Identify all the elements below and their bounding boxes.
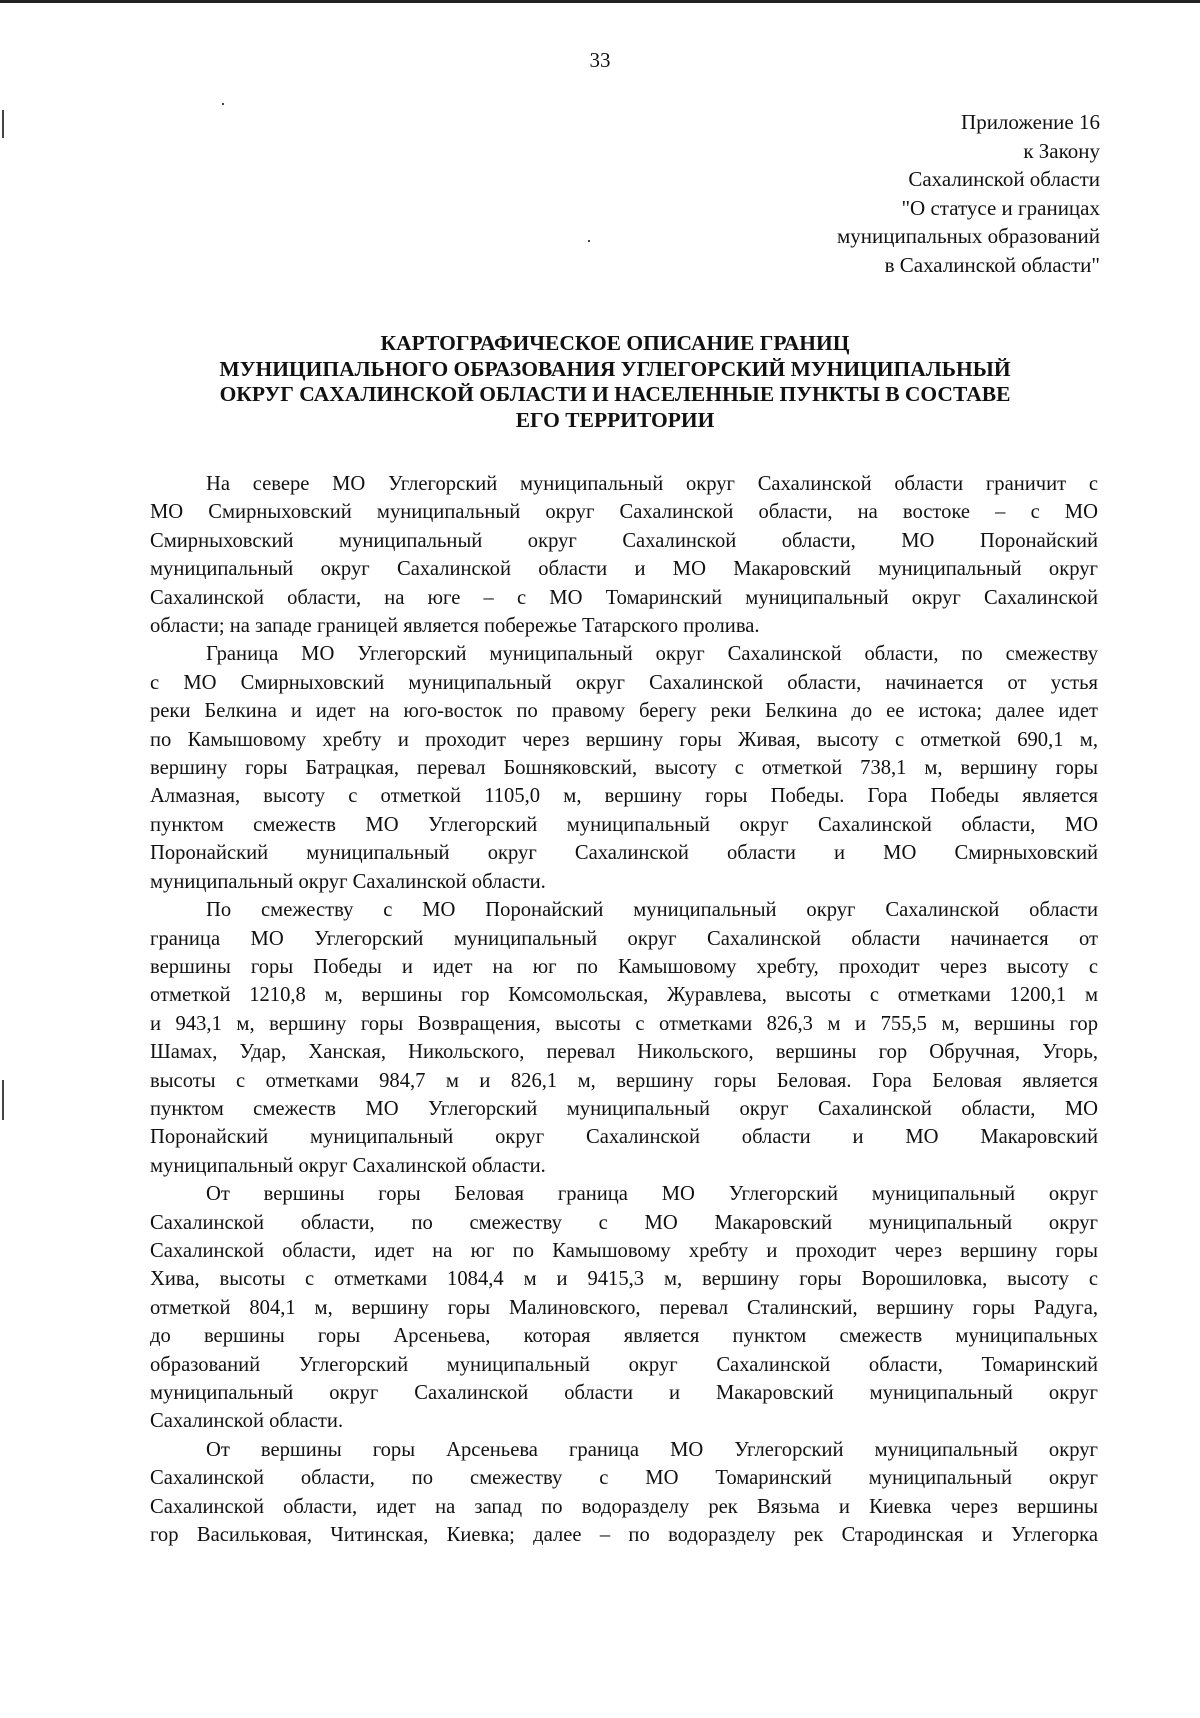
paragraph-line: Граница МО Углегорский муниципальный округ Сахалинской области, по смежеству (206, 643, 1098, 666)
paragraph-line: Сахалинской области, идет на запад по водоразделу рек Вязьма и Киевка через вершины (150, 1495, 1098, 1518)
paragraph-line: МО Смирныховский муниципальный округ Сахалинской области, на востоке – с МО (150, 501, 1098, 524)
paragraph-line: По смежеству с МО Поронайский муниципальный округ Сахалинской области (206, 899, 1098, 922)
appendix-line: Сахалинской области (908, 167, 1100, 192)
paragraph-line: пунктом смежеств МО Углегорский муниципальный округ Сахалинской области, МО (150, 813, 1098, 836)
paragraph-line: Алмазная, высоту с отметкой 1105,0 м, вершину горы Победы. Гора Победы является (150, 785, 1098, 808)
appendix-line: к Закону (1023, 138, 1100, 163)
scan-artifact-left (2, 1080, 4, 1120)
page-number: 33 (589, 48, 611, 72)
paragraph-line: гор Васильковая, Читинская, Киевка; далее – по водоразделу рек Стародинская и Углегорка (150, 1524, 1098, 1547)
paragraph-line: Хива, высоты с отметками 1084,4 м и 9415,3 м, вершину горы Ворошиловка, высоту с (150, 1268, 1098, 1291)
paragraph-line: От вершины горы Беловая граница МО Углегорский муниципальный округ (206, 1183, 1098, 1206)
appendix-reference (837, 108, 1100, 280)
scan-artifact-dot (222, 103, 224, 105)
paragraph-line: От вершины горы Арсеньева граница МО Углегорский муниципальный округ (206, 1438, 1098, 1461)
page-top-border (0, 0, 1200, 3)
paragraph-line: по Камышовому хребту и проходит через вершину горы Живая, высоту с отметкой 690,1 м, (150, 728, 1098, 751)
title-line: МУНИЦИПАЛЬНОГО ОБРАЗОВАНИЯ УГЛЕГОРСКИЙ МУНИЦИПАЛЬНЫЙ (219, 356, 1011, 381)
document-title (150, 331, 1080, 433)
scan-artifact-dot (588, 240, 590, 242)
title-line: ЕГО ТЕРРИТОРИИ (515, 407, 715, 432)
body-paragraph (150, 1436, 1098, 1550)
paragraph-line: высоты с отметками 984,7 м и 826,1 м, вершину горы Беловая. Гора Беловая является (150, 1069, 1098, 1092)
paragraph-line: образований Углегорский муниципальный округ Сахалинской области, Томаринский (150, 1353, 1098, 1376)
body-paragraph (150, 1180, 1098, 1436)
paragraph-line: муниципальный округ Сахалинской области. (150, 870, 546, 893)
title-line: ОКРУГ САХАЛИНСКОЙ ОБЛАСТИ И НАСЕЛЕННЫЕ ПУНКТЫ В СОСТАВЕ (219, 382, 1011, 406)
paragraph-line: и 943,1 м, вершину горы Возвращения, высоты с отметками 826,3 м и 755,5 м, вершины гор (150, 1012, 1098, 1035)
paragraph-line: реки Белкина и идет на юго-восток по правому берегу реки Белкина до ее истока; далее идет (150, 700, 1098, 723)
appendix-line: муниципальных образований (837, 224, 1100, 249)
scan-artifact-left (2, 110, 4, 138)
paragraph-line: вершины горы Победы и идет на юг по Камышовому хребту, проходит через высоту с (150, 955, 1098, 978)
paragraph-line: с МО Смирныховский муниципальный округ Сахалинской области, начинается от устья (150, 671, 1098, 694)
document-body (150, 470, 1098, 1549)
paragraph-line: Поронайский муниципальный округ Сахалинской области и МО Макаровский (150, 1126, 1098, 1149)
paragraph-line: Смирныховский муниципальный округ Сахалинской области, МО Поронайский (150, 529, 1098, 552)
paragraph-line: Сахалинской области. (150, 1410, 344, 1433)
appendix-line: "О статусе и границах (901, 195, 1100, 220)
paragraph-line: Сахалинской области, на юге – с МО Томаринский муниципальный округ Сахалинской (150, 586, 1098, 609)
paragraph-line: Сахалинской области, по смежеству с МО Макаровский муниципальный округ (150, 1211, 1098, 1234)
paragraph-line: муниципальный округ Сахалинской области и Макаровский муниципальный округ (150, 1382, 1098, 1404)
paragraph-line: отметкой 1210,8 м, вершины гор Комсомольская, Журавлева, высоты с отметками 1200,1 м (150, 984, 1098, 1007)
paragraph-line: Поронайский муниципальный округ Сахалинской области и МО Смирныховский (150, 842, 1098, 865)
paragraph-line: области; на западе границей является побережье Татарского пролива. (150, 615, 760, 638)
body-paragraph (150, 896, 1098, 1180)
paragraph-line: граница МО Углегорский муниципальный округ Сахалинской области начинается от (150, 927, 1098, 950)
title-line: КАРТОГРАФИЧЕСКОЕ ОПИСАНИЕ ГРАНИЦ (380, 331, 850, 355)
body-paragraph (150, 640, 1098, 896)
paragraph-line: отметкой 804,1 м, вершину горы Малиновского, перевал Сталинский, вершину горы Радуга, (150, 1296, 1098, 1319)
paragraph-line: Шамах, Удар, Ханская, Никольского, перевал Никольского, вершины гор Обручная, Угорь, (150, 1041, 1098, 1064)
appendix-line: в Сахалинской области" (884, 252, 1100, 277)
paragraph-line: Сахалинской области, идет на юг по Камышовому хребту и проходит через вершину горы (150, 1239, 1098, 1262)
paragraph-line: пунктом смежеств МО Углегорский муниципальный округ Сахалинской области, МО (150, 1097, 1098, 1120)
body-paragraph (150, 470, 1098, 640)
appendix-line: Приложение 16 (961, 110, 1100, 134)
paragraph-line: муниципальный округ Сахалинской области. (150, 1154, 546, 1177)
paragraph-line: вершину горы Батрацкая, перевал Бошняковский, высоту с отметкой 738,1 м, вершину горы (150, 757, 1098, 780)
paragraph-line: На севере МО Углегорский муниципальный округ Сахалинской области граничит с (206, 473, 1098, 495)
paragraph-line: до вершины горы Арсеньева, которая является пунктом смежеств муниципальных (150, 1325, 1098, 1348)
paragraph-line: Сахалинской области, по смежеству с МО Томаринский муниципальный округ (150, 1467, 1098, 1490)
paragraph-line: муниципальный округ Сахалинской области и МО Макаровский муниципальный округ (150, 558, 1098, 581)
